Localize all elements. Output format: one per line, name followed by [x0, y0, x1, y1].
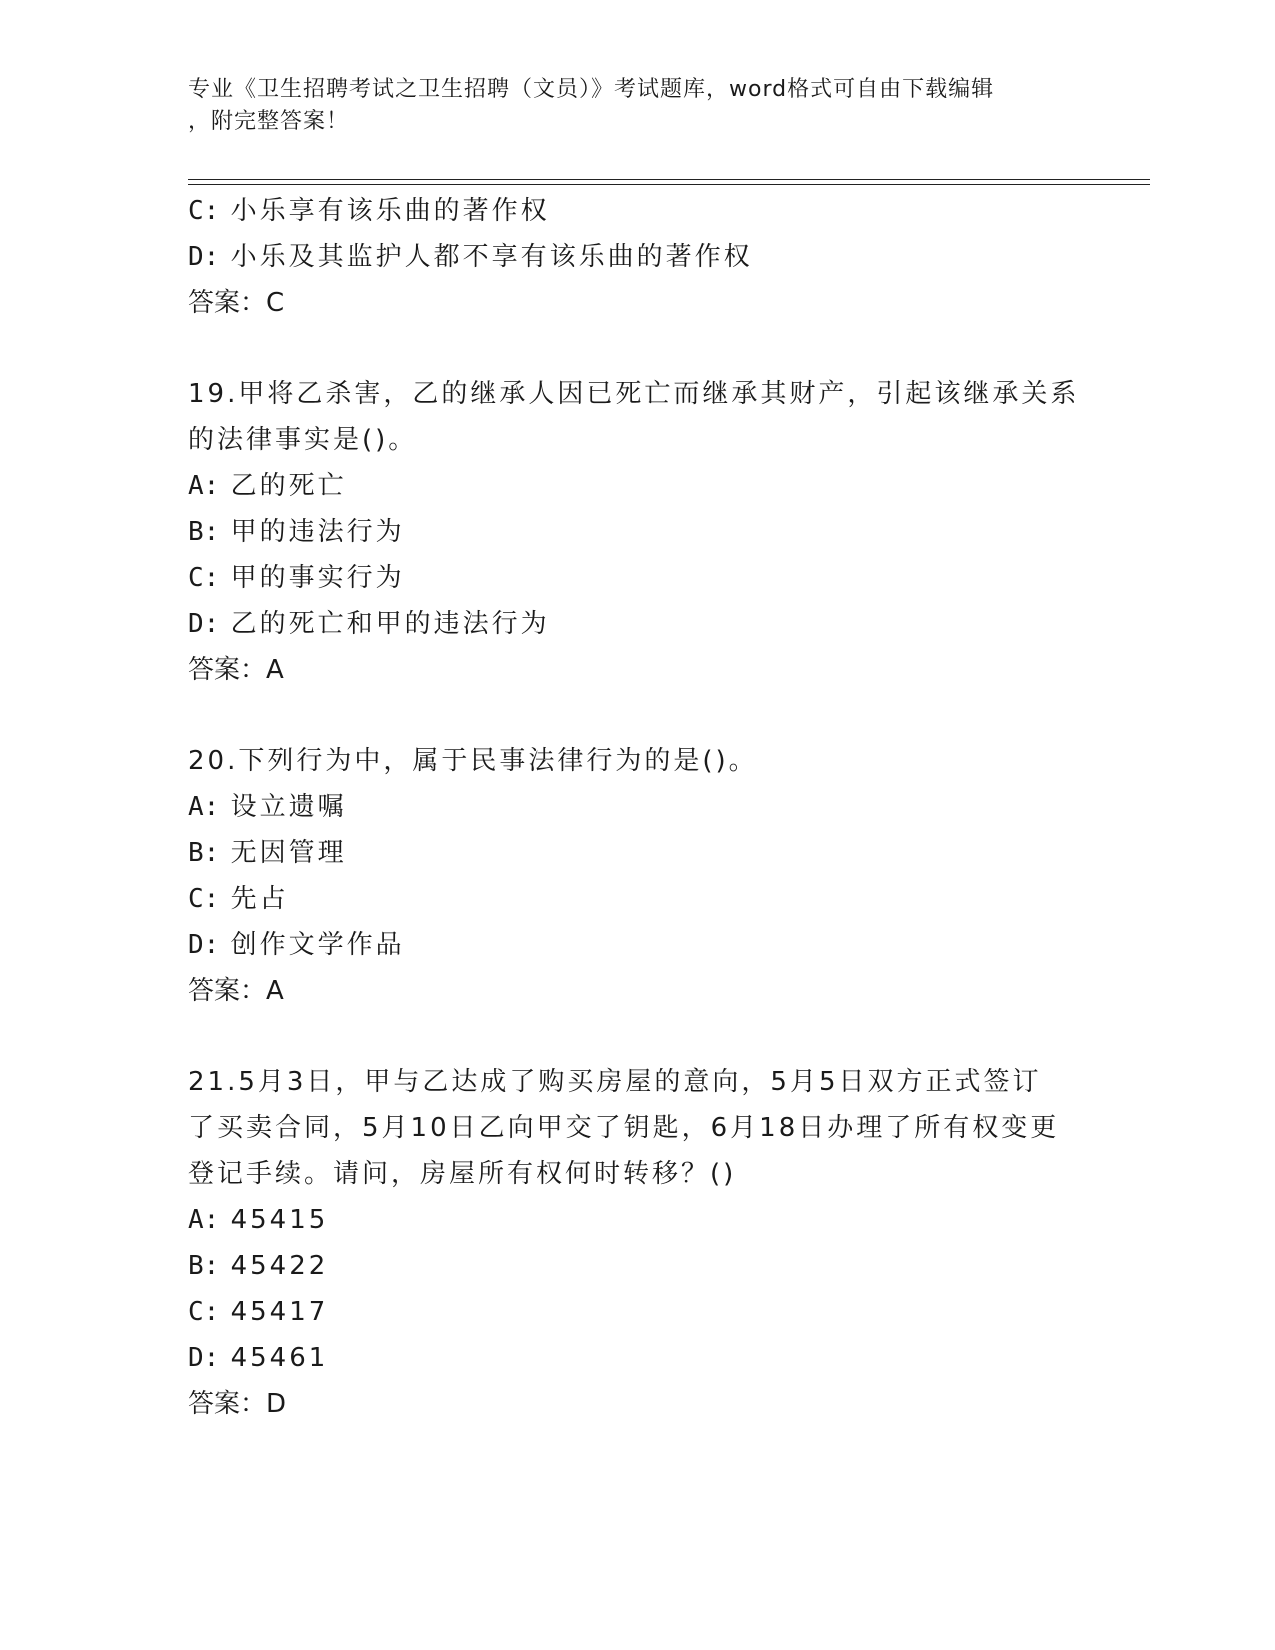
question-stem: 20.下列行为中，属于民事法律行为的是()。	[188, 746, 758, 776]
question-stem: 了买卖合同，5月10日乙向甲交了钥匙，6月18日办理了所有权变更	[188, 1113, 1060, 1143]
option-c: C: 甲的事实行为	[188, 563, 405, 593]
question-19	[188, 371, 1088, 693]
option-d: D: 小乐及其监护人都不享有该乐曲的著作权	[188, 242, 753, 272]
option-b: B: 无因管理	[188, 838, 347, 868]
answer-label: 答案：C	[188, 288, 285, 318]
header-line-1: 专业《卫生招聘考试之卫生招聘（文员）》考试题库，word格式可自由下载编辑	[188, 77, 995, 102]
question-stem: 的法律事实是()。	[188, 425, 418, 455]
question-20	[188, 738, 1088, 1014]
answer-label: 答案：A	[188, 976, 284, 1006]
option-a: A: 45415	[188, 1205, 329, 1235]
option-a: A: 设立遗嘱	[188, 792, 347, 822]
option-b: B: 45422	[188, 1251, 329, 1281]
option-c: C: 45417	[188, 1297, 329, 1327]
option-c: C: 小乐享有该乐曲的著作权	[188, 196, 550, 226]
answer-label: 答案：A	[188, 655, 284, 685]
option-b: B: 甲的违法行为	[188, 517, 405, 547]
question-18-tail	[188, 188, 1088, 326]
option-c: C: 先占	[188, 884, 289, 914]
question-stem: 登记手续。请问，房屋所有权何时转移？()	[188, 1159, 737, 1189]
option-d: D: 创作文学作品	[188, 930, 405, 960]
header-rule-top	[188, 179, 1150, 180]
document-header	[188, 74, 1088, 138]
question-21	[188, 1059, 1088, 1427]
option-a: A: 乙的死亡	[188, 471, 347, 501]
header-line-2: ，附完整答案！	[188, 109, 350, 134]
question-list	[188, 188, 1088, 1427]
answer-label: 答案：D	[188, 1389, 287, 1419]
option-d: D: 乙的死亡和甲的违法行为	[188, 609, 550, 639]
header-rule-bottom	[188, 184, 1150, 185]
option-d: D: 45461	[188, 1343, 329, 1373]
question-stem: 19.甲将乙杀害，乙的继承人因已死亡而继承其财产，引起该继承关系	[188, 379, 1080, 409]
question-stem: 21.5月3日，甲与乙达成了购买房屋的意向，5月5日双方正式签订	[188, 1067, 1042, 1097]
